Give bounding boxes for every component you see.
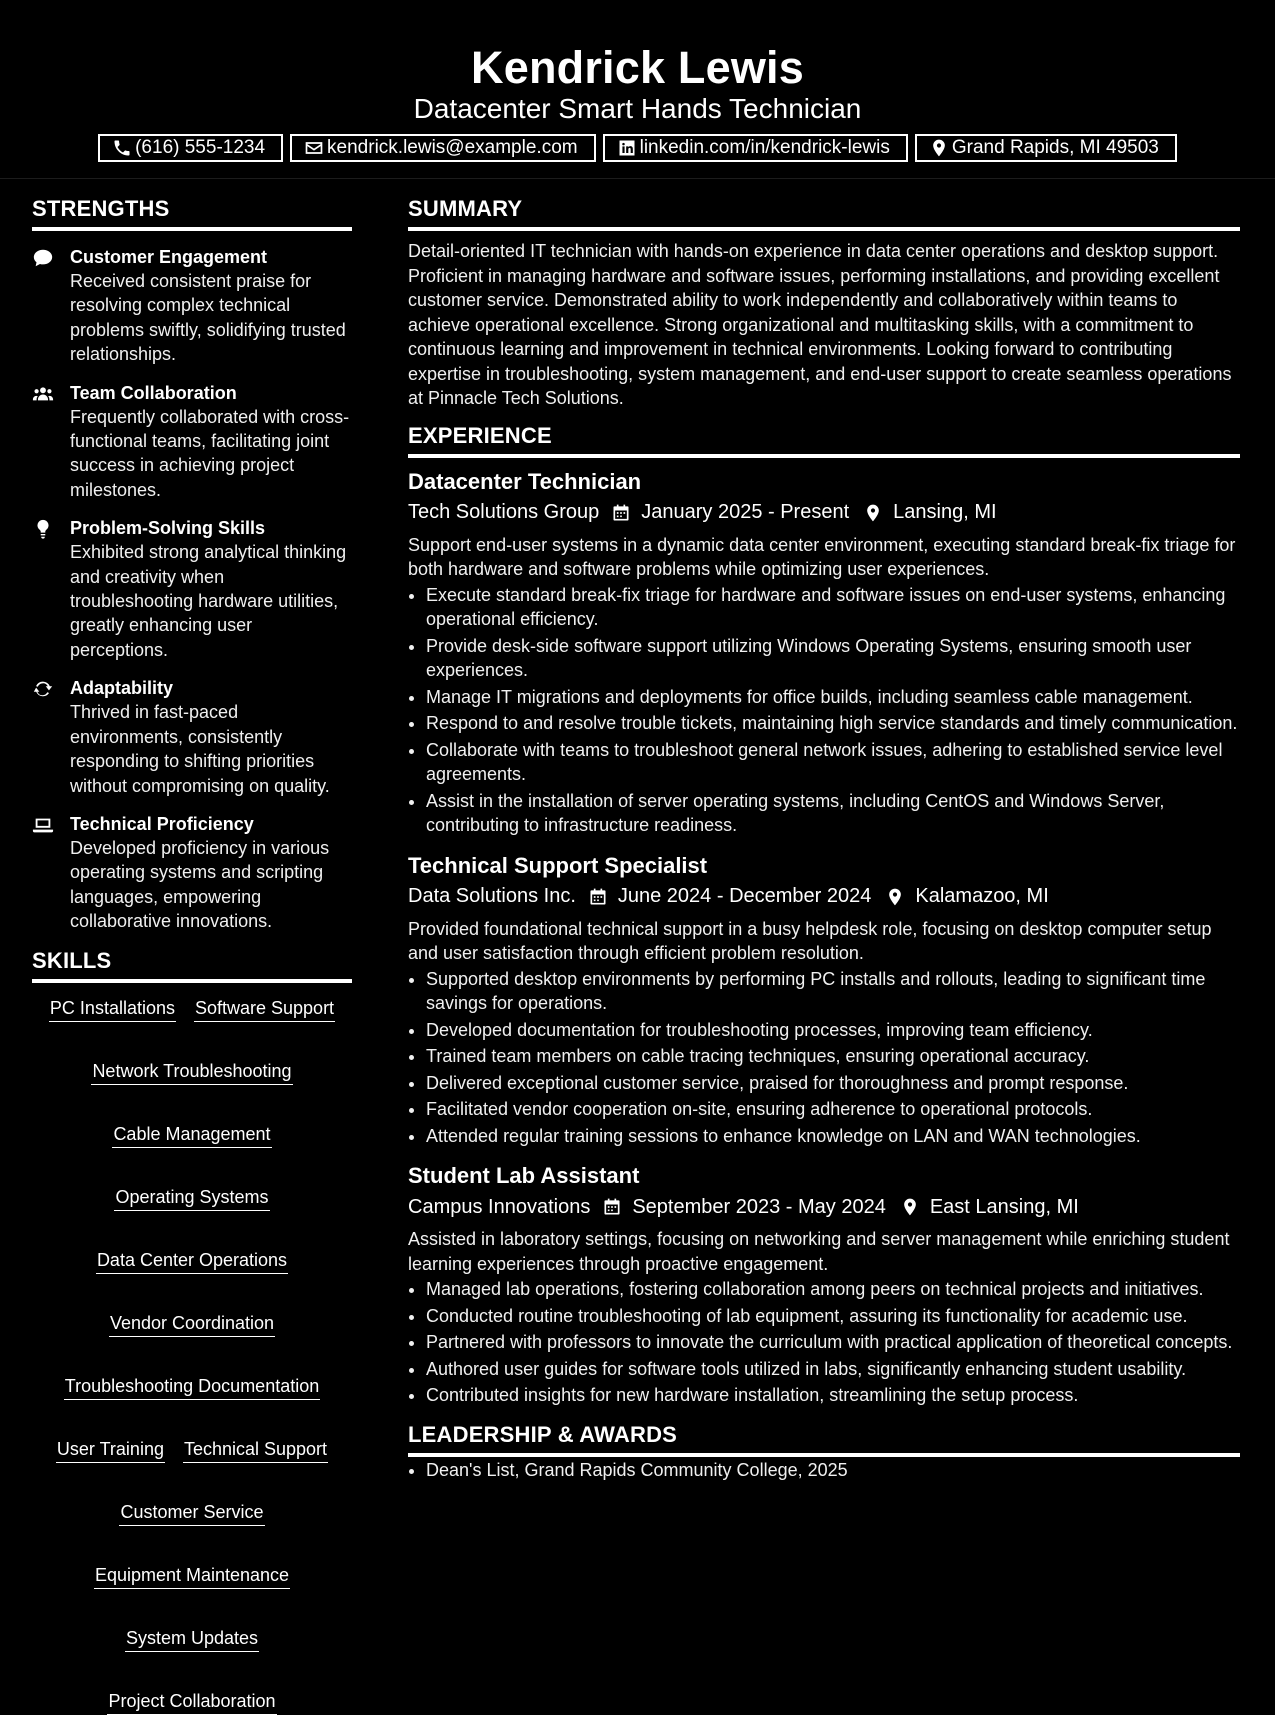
skill-tag: Cable Management (112, 1123, 271, 1148)
candidate-name: Kendrick Lewis (471, 42, 804, 93)
job-bullet: • Facilitated vendor cooperation on-site, ensuring adherence to operational protocols. (426, 1097, 1240, 1122)
skill-tag: User Training (56, 1438, 165, 1463)
job-dates: January 2025 - Present (641, 501, 850, 523)
job-bullet: • Respond to and resolve trouble tickets, maintaining high service standards and timely communication. (426, 711, 1240, 736)
skill-tag: Equipment Maintenance (94, 1564, 290, 1589)
strength-title: Problem-Solving Skills (70, 518, 266, 539)
calendar-icon (611, 503, 631, 523)
strength-title: Customer Engagement (70, 247, 268, 267)
job-bullets (408, 583, 1240, 838)
skill-tag: Software Support (194, 997, 335, 1022)
contact-email[interactable] (290, 134, 596, 162)
candidate-title: Datacenter Smart Hands Technician (413, 93, 862, 124)
skill-tag: Vendor Coordination (109, 1312, 275, 1337)
award-item: • Dean's List, Grand Rapids Community College, 2025 (426, 1458, 1240, 1483)
job-description: Assisted in laboratory settings, focusing on networking and server management while enriching student learning experiences through proactive engagement. (408, 1229, 1230, 1274)
contact-phone[interactable] (98, 134, 283, 162)
skills-heading: SKILLS (32, 948, 352, 983)
skill-tag: Network Troubleshooting (91, 1060, 292, 1085)
job-bullet: • Supported desktop environments by performing PC installs and rollouts, leading to significant time savings for operations. (426, 967, 1240, 1016)
job-bullet: • Delivered exceptional customer service, praised for thoroughness and prompt response. (426, 1071, 1240, 1096)
job-bullet: • Collaborate with teams to troubleshoot general network issues, adhering to established service level agreements. (426, 738, 1240, 787)
strength-item (32, 676, 352, 798)
linkedin-icon (617, 138, 637, 158)
strength-description: Frequently collaborated with cross-functional teams, facilitating joint success in achieving project milestones. (70, 406, 350, 500)
lightbulb-icon (32, 516, 70, 662)
job-bullet: • Assist in the installation of server operating systems, including CentOS and Windows Server, contributing to infrastructure readiness. (426, 789, 1240, 838)
job-bullet: • Attended regular training sessions to enhance knowledge on LAN and WAN technologies. (426, 1124, 1240, 1149)
job-bullet: • Developed documentation for troubleshooting processes, improving team efficiency. (426, 1018, 1240, 1043)
skill-tag: Project Collaboration (107, 1690, 276, 1715)
awards-heading: LEADERSHIP & AWARDS (408, 1422, 1240, 1457)
skill-tag: Technical Support (183, 1438, 328, 1463)
strength-item (32, 381, 352, 503)
strength-item (32, 245, 352, 367)
users-icon (32, 381, 70, 503)
job-meta (408, 499, 1240, 527)
awards-list (408, 1458, 1240, 1483)
job-bullet: • Managed lab operations, fostering collaboration among peers on technical projects and initiatives. (426, 1277, 1240, 1302)
job-company: Tech Solutions Group (408, 501, 600, 523)
strengths-heading: STRENGTHS (32, 196, 352, 231)
job-bullet: • Manage IT migrations and deployments for office builds, including seamless cable management. (426, 685, 1240, 710)
map-pin-icon (885, 887, 905, 907)
job-entry (408, 468, 1240, 838)
job-company: Data Solutions Inc. (408, 885, 576, 907)
job-entry (408, 1162, 1240, 1408)
contact-linkedin-text: linkedin.com/in/kendrick-lewis (639, 137, 890, 158)
job-title: Datacenter Technician (408, 468, 642, 494)
resume-header (0, 0, 1275, 179)
contact-linkedin[interactable] (603, 134, 908, 162)
skill-tag: Troubleshooting Documentation (64, 1375, 321, 1400)
job-dates: September 2023 - May 2024 (632, 1195, 886, 1218)
skills-list (32, 997, 352, 1715)
map-pin-icon (929, 138, 949, 158)
job-bullet: • Conducted routine troubleshooting of lab equipment, assuring its functionality for academic use. (426, 1304, 1240, 1329)
job-meta (408, 1193, 1240, 1221)
laptop-icon (32, 812, 70, 934)
experience-heading: EXPERIENCE (408, 423, 1240, 458)
job-bullet: • Authored user guides for software tools utilized in labs, significantly enhancing student usability. (426, 1357, 1240, 1382)
contact-location[interactable] (915, 134, 1177, 162)
job-location: Lansing, MI (893, 501, 997, 523)
speech-bubble-icon (32, 245, 70, 367)
strengths-list (32, 245, 352, 934)
job-bullet: • Partnered with professors to innovate the curriculum with practical application of theoretical concepts. (426, 1330, 1240, 1355)
strength-title: Adaptability (70, 678, 174, 699)
phone-icon (112, 138, 132, 158)
job-dates: June 2024 - December 2024 (617, 885, 872, 907)
skill-tag: System Updates (125, 1627, 259, 1652)
skill-tag: Data Center Operations (96, 1249, 288, 1274)
job-bullet: • Execute standard break-fix triage for hardware and software issues on end-user systems, enhancing operational efficiency. (426, 583, 1240, 632)
map-pin-icon (863, 503, 883, 523)
skill-tag: Operating Systems (114, 1186, 269, 1211)
strength-description: Thrived in fast-paced environments, consistently responding to shifting priorities without compromising on quality. (70, 702, 330, 796)
summary-heading: SUMMARY (408, 196, 1240, 231)
job-title: Student Lab Assistant (408, 1163, 640, 1188)
contact-bar (0, 134, 1275, 162)
strength-item (32, 516, 352, 662)
skill-tag: Customer Service (119, 1501, 264, 1526)
left-column (32, 196, 352, 1715)
strength-description: Received consistent praise for resolving complex technical problems swiftly, solidifying trusted relationships. (70, 271, 346, 365)
job-entry (408, 852, 1240, 1149)
job-bullet: • Trained team members on cable tracing techniques, ensuring operational accuracy. (426, 1044, 1240, 1069)
right-column (408, 196, 1240, 1484)
job-bullet: • Provide desk-side software support utilizing Windows Operating Systems, ensuring smooth user experiences. (426, 634, 1240, 683)
job-description: Provided foundational technical support in a busy helpdesk role, focusing on desktop computer setup and user satisfaction through efficient problem resolution. (408, 918, 1212, 963)
job-bullets (408, 1277, 1240, 1408)
contact-phone-text: (616) 555-1234 (135, 137, 266, 158)
strength-title: Technical Proficiency (70, 813, 254, 834)
strength-item (32, 812, 352, 934)
job-meta (408, 883, 1240, 911)
envelope-icon (304, 138, 324, 158)
job-description: Support end-user systems in a dynamic data center environment, executing standard break-fix triage for both hardware and software problems while optimizing user experiences. (408, 534, 1236, 579)
job-location: Kalamazoo, MI (915, 885, 1049, 907)
contact-email-text: kendrick.lewis@example.com (327, 137, 578, 158)
calendar-icon (602, 1197, 622, 1217)
job-title: Technical Support Specialist (408, 852, 708, 878)
job-location: East Lansing, MI (929, 1195, 1079, 1218)
strength-description: Developed proficiency in various operating systems and scripting languages, empowering collaborative innovations. (70, 837, 330, 932)
strength-description: Exhibited strong analytical thinking and creativity when troubleshooting hardware utilities, greatly enhancing user perceptions. (70, 542, 347, 660)
map-pin-icon (900, 1197, 920, 1217)
strength-title: Team Collaboration (70, 382, 237, 403)
contact-location-text: Grand Rapids, MI 49503 (951, 137, 1159, 158)
job-bullet: • Contributed insights for new hardware installation, streamlining the setup process. (426, 1383, 1240, 1408)
job-company: Campus Innovations (408, 1195, 591, 1218)
calendar-icon (588, 887, 608, 907)
job-bullets (408, 967, 1240, 1149)
refresh-icon (32, 676, 70, 798)
skill-tag: PC Installations (49, 997, 176, 1022)
summary-text: Detail-oriented IT technician with hands-on experience in data center operations and desktop support. Proficient in managing hardware and software issues, performing installations, and providing excellent customer service. Demonstrated ability to work independently and collaboratively within teams to achieve operational excellence. Strong organizational and multitasking skills, with a commitment to continuous learning and improvement in technical environments. Looking forward to contributing expertise in troubleshooting, system management, and end-user support to create seamless operations at Pinnacle Tech Solutions. (408, 241, 1232, 408)
